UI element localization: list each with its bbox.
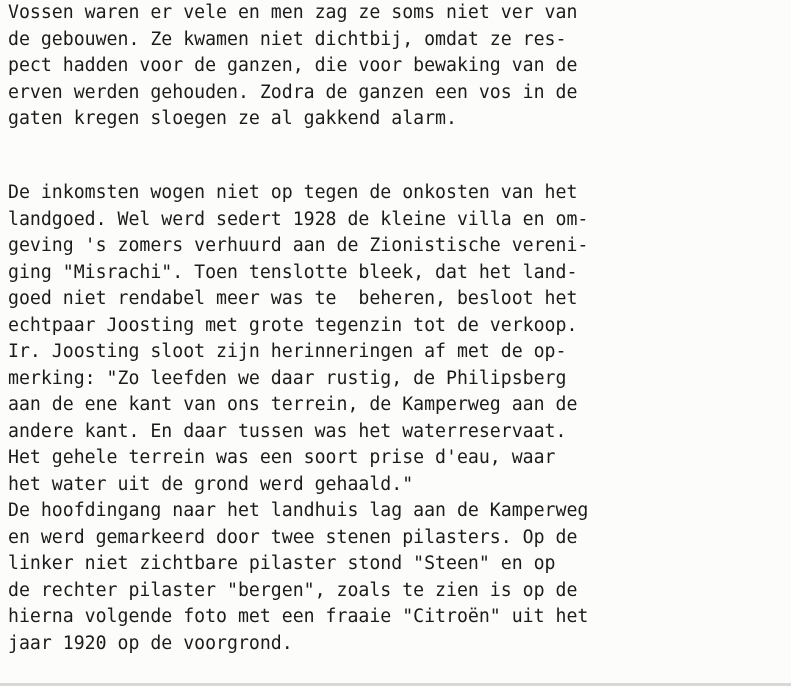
text-line: landgoed. Wel werd sedert 1928 de kleine villa en om-: [8, 208, 589, 230]
text-line: goed niet rendabel meer was te beheren, besloot het: [8, 288, 578, 309]
text-line: jaar 1920 op de voorgrond.: [8, 632, 293, 654]
text-line: en werd gemarkeerd door twee stenen pilasters. Op de: [8, 526, 578, 548]
text-line: Vossen waren er vele en men zag ze soms niet ver van: [8, 2, 578, 23]
text-line: de gebouwen. Ze kwamen niet dichtbij, omdat ze res-: [8, 28, 567, 50]
text-line: de rechter pilaster "bergen", zoals te zien is op de: [8, 579, 578, 601]
text-line: merking: "Zo leefden we daar rustig, de Philipsberg: [8, 367, 567, 389]
text-line: Ir. Joosting sloot zijn herinneringen af met de op-: [8, 341, 567, 362]
text-line: ging "Misrachi". Toen tenslotte bleek, dat het land-: [8, 261, 578, 283]
text-line: De hoofdingang naar het landhuis lag aan de Kamperweg: [8, 500, 589, 521]
text-line: linker niet zichtbare pilaster stond "Steen" en op: [8, 553, 556, 574]
text-line: gaten kregen sloegen ze al gakkend alarm.: [8, 108, 457, 129]
text-line: aan de ene kant van ons terrein, de Kamperweg aan de: [8, 394, 578, 415]
text-line: andere kant. En daar tussen was het waterreservaat.: [8, 420, 567, 442]
text-line: Het gehele terrein was een soort prise d'eau, waar: [8, 447, 556, 468]
text-line: echtpaar Joosting met grote tegenzin tot de verkoop.: [8, 314, 578, 336]
text-line: pect hadden voor de ganzen, die voor bewaking van de: [8, 55, 578, 76]
paragraph-foxes: [8, 0, 577, 133]
text-line: hierna volgende foto met een fraaie "Citroën" uit het: [8, 606, 589, 627]
paragraph-estate-sale: [8, 180, 588, 657]
text-line: het water uit de grond werd gehaald.": [8, 473, 414, 495]
text-line: De inkomsten wogen niet op tegen de onkosten van het: [8, 182, 578, 203]
text-line: erven werden gehouden. Zodra de ganzen een vos in de: [8, 81, 578, 103]
text-line: geving 's zomers verhuurd aan de Zionistische vereni-: [8, 235, 589, 256]
